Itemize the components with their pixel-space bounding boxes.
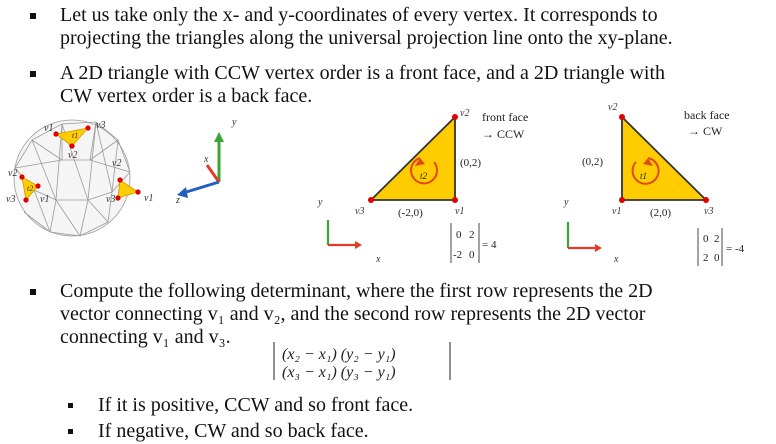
sub-bullet-2 bbox=[68, 420, 628, 443]
sphere-label-v2-left: v2 bbox=[8, 168, 18, 179]
front-triangle bbox=[371, 117, 455, 200]
bullet-3-line-1: Compute the following determinant, where the first row represents the 2D bbox=[60, 280, 653, 302]
back-coord-right: (2,0) bbox=[650, 207, 672, 219]
bullet-1-line-1: Let us take only the x- and y-coordinates of every vertex. It corresponds to bbox=[60, 4, 658, 26]
sphere-label-v1-left: v1 bbox=[40, 194, 50, 205]
front-matrix-m11: 0 bbox=[456, 229, 462, 241]
front-matrix-m22: 0 bbox=[469, 249, 475, 261]
back-face-title: back face bbox=[684, 108, 730, 122]
back-label-v2: v2 bbox=[608, 102, 618, 113]
bullet-2-line-2: CW vertex order is a back face. bbox=[60, 85, 313, 107]
front-label-v2: v2 bbox=[460, 108, 470, 119]
sub-bullet-1-text: If it is positive, CCW and so front face. bbox=[98, 394, 414, 416]
back-coord-top: (0,2) bbox=[582, 156, 604, 168]
sphere-label-v2: v2 bbox=[68, 150, 78, 161]
front-label-v1: v1 bbox=[455, 206, 465, 217]
back-matrix-m11: 0 bbox=[703, 233, 709, 245]
front-matrix-m12: 2 bbox=[469, 229, 475, 241]
sphere-label-v3: v3 bbox=[96, 120, 106, 131]
bullet-2-line-1: A 2D triangle with CCW vertex order is a front face, and a 2D triangle with bbox=[60, 62, 666, 84]
front-axis-x-label: x bbox=[376, 254, 381, 265]
sub-bullet-marker bbox=[68, 403, 73, 408]
sphere-label-t1-left: t2 bbox=[27, 184, 34, 193]
sphere-label-t1: t1 bbox=[72, 131, 79, 140]
front-label-v3: v3 bbox=[355, 206, 365, 217]
sphere-label-v1-right: v1 bbox=[144, 193, 154, 204]
axis-3d-y-label: y bbox=[232, 117, 237, 128]
sphere-label-v3-left: v3 bbox=[6, 194, 16, 205]
front-face-diagram bbox=[317, 108, 528, 265]
bullet-marker bbox=[30, 289, 36, 295]
axis-3d-x-label: x bbox=[204, 154, 209, 165]
sub-bullet-2-text: If negative, CW and so back face. bbox=[98, 420, 369, 442]
sphere-label-v1: v1 bbox=[44, 123, 54, 134]
bullet-3-line-2: vector connecting v₁ and v₂, and the second row represents the 2D vector bbox=[60, 303, 646, 325]
front-face-title: front face bbox=[482, 110, 529, 124]
formula-row-1: (x₂ − x₁) (y₂ − y₁) bbox=[282, 346, 396, 363]
front-label-t2: t2 bbox=[420, 171, 428, 181]
bullet-3 bbox=[30, 280, 770, 350]
back-label-t1: t1 bbox=[640, 171, 648, 181]
back-label-v1: v1 bbox=[612, 206, 622, 217]
back-matrix-m21: 2 bbox=[703, 252, 709, 264]
front-coord-left: (-2,0) bbox=[398, 207, 423, 219]
front-face-order: → CCW bbox=[482, 127, 525, 141]
sub-bullet-1 bbox=[68, 394, 628, 417]
sphere-label-v3-right: v3 bbox=[106, 194, 116, 205]
back-axis-x-label: x bbox=[614, 254, 619, 265]
back-label-v3: v3 bbox=[704, 206, 714, 217]
back-matrix-m22: 0 bbox=[714, 252, 720, 264]
back-face-order: → CW bbox=[688, 124, 723, 138]
sphere-label-v2-right: v2 bbox=[112, 158, 122, 169]
bullet-1-line-2: projecting the triangles along the universal projection line onto the xy-plane. bbox=[60, 27, 673, 49]
back-axis-y-label: y bbox=[564, 197, 569, 208]
front-axis-y-label: y bbox=[318, 197, 323, 208]
axes-3d bbox=[175, 117, 237, 206]
front-coord-top: (0,2) bbox=[460, 157, 482, 169]
formula-row-2: (x₃ − x₁) (y₃ − y₁) bbox=[282, 364, 396, 381]
back-determinant: = -4 bbox=[726, 243, 745, 255]
back-matrix-m12: 2 bbox=[714, 233, 720, 245]
front-determinant: = 4 bbox=[482, 239, 497, 251]
axis-3d-z-label: z bbox=[176, 195, 180, 206]
bullet-3-line-3: connecting v₁ and v₃. bbox=[60, 326, 231, 348]
front-matrix-m21: -2 bbox=[453, 249, 463, 261]
sub-bullet-marker bbox=[68, 429, 73, 434]
back-face-diagram bbox=[563, 102, 745, 266]
